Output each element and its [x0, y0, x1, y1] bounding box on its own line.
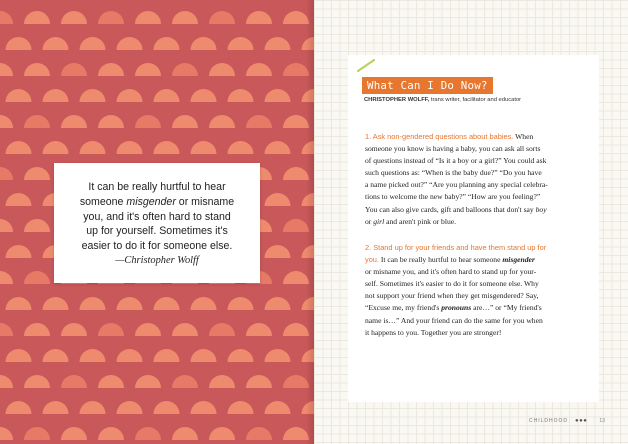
quote-line-4: up for yourself. Sometimes it's: [86, 225, 228, 238]
semicircle-shape: [43, 401, 69, 414]
semicircle-shape: [246, 323, 272, 336]
quote-line-5: easier to do it for someone else.: [81, 240, 233, 253]
semicircle-shape: [6, 349, 32, 362]
semicircle-shape: [191, 141, 217, 154]
semicircle-shape: [43, 141, 69, 154]
semicircle-shape: [209, 323, 235, 336]
semicircle-shape: [43, 349, 69, 362]
semicircle-shape: [154, 37, 180, 50]
semicircle-shape: [172, 323, 198, 336]
semicircle-shape: [24, 167, 50, 180]
quote-text: [80, 180, 234, 254]
semicircle-shape: [246, 375, 272, 388]
semicircle-shape: [61, 375, 87, 388]
tip-line: such questions as: “When is the baby due?” “Do you have: [365, 168, 542, 178]
semicircle-shape: [6, 245, 32, 258]
semicircle-shape: [0, 271, 13, 284]
semicircle-shape: [6, 141, 32, 154]
semicircle-shape: [80, 297, 106, 310]
semicircle-shape: [61, 427, 87, 440]
semicircle-shape: [191, 297, 217, 310]
semicircle-shape: [117, 89, 143, 102]
semicircle-shape: [302, 141, 315, 154]
semicircle-shape: [0, 375, 13, 388]
footer-section-label: CHILDHOOD: [529, 418, 569, 424]
semicircle-shape: [24, 271, 50, 284]
semicircle-shape: [154, 401, 180, 414]
semicircle-shape: [209, 63, 235, 76]
semicircle-shape: [0, 11, 13, 24]
byline-role: trans writer, facilitator and educator: [429, 97, 522, 103]
semicircle-shape: [80, 37, 106, 50]
semicircle-shape: [0, 219, 13, 232]
quote-line-3: you, and it's often hard to stand: [83, 210, 231, 223]
semicircle-shape: [80, 141, 106, 154]
quote-line-2: someone misgender or misname: [79, 195, 235, 208]
page-footer: [529, 418, 605, 424]
semicircle-shape: [283, 271, 309, 284]
semicircle-shape: [228, 37, 254, 50]
semicircle-shape: [228, 401, 254, 414]
semicircle-shape: [135, 427, 161, 440]
semicircle-shape: [117, 401, 143, 414]
semicircle-shape: [61, 11, 87, 24]
semicircle-shape: [117, 37, 143, 50]
semicircle-shape: [265, 349, 291, 362]
semicircle-shape: [191, 89, 217, 102]
semicircle-shape: [117, 141, 143, 154]
semicircle-shape: [172, 11, 198, 24]
semicircle-shape: [80, 89, 106, 102]
tip-line: You can also give cards, gift and balloons that don't say boy: [365, 204, 547, 214]
page-number: 13: [599, 418, 605, 424]
semicircle-shape: [283, 323, 309, 336]
semicircle-shape: [265, 89, 291, 102]
semicircle-shape: [135, 323, 161, 336]
semicircle-shape: [117, 349, 143, 362]
tip-line: 1. Ask non-gendered questions about babies. When: [365, 132, 534, 141]
semicircle-shape: [172, 63, 198, 76]
semicircle-shape: [283, 375, 309, 388]
semicircle-shape: [302, 245, 315, 258]
semicircle-shape: [172, 375, 198, 388]
footer-dots: ●●●: [575, 418, 588, 424]
semicircle-shape: [265, 37, 291, 50]
semicircle-shape: [209, 11, 235, 24]
semicircle-shape: [0, 63, 13, 76]
semicircle-shape: [154, 89, 180, 102]
semicircle-shape: [228, 349, 254, 362]
semicircle-shape: [24, 375, 50, 388]
semicircle-shape: [6, 37, 32, 50]
semicircle-shape: [80, 349, 106, 362]
semicircle-shape: [98, 63, 124, 76]
tip-line: tions to welcome the new baby?” “How are you feeling?”: [365, 192, 541, 202]
semicircle-shape: [265, 141, 291, 154]
semicircle-shape: [191, 349, 217, 362]
semicircle-shape: [283, 167, 309, 180]
highlighter-stroke-icon: [356, 57, 378, 73]
tip-line: name is…” And your friend can do the same for you when: [365, 315, 543, 325]
semicircle-shape: [24, 11, 50, 24]
semicircle-shape: [228, 141, 254, 154]
semicircle-shape: [98, 11, 124, 24]
byline-name: CHRISTOPHER WOLFF,: [364, 97, 430, 103]
semicircle-shape: [283, 11, 309, 24]
semicircle-shape: [6, 401, 32, 414]
semicircle-shape: [43, 89, 69, 102]
semicircle-shape: [246, 427, 272, 440]
tip-line: not support your friend when they get misgendered? Say,: [365, 291, 539, 301]
semicircle-shape: [135, 11, 161, 24]
tip-line: “Excuse me, my friend's pronouns are…” or “My friend's: [365, 303, 542, 313]
quote-card: [54, 163, 260, 283]
semicircle-shape: [265, 245, 291, 258]
semicircle-shape: [154, 297, 180, 310]
semicircle-shape: [6, 193, 32, 206]
semicircle-shape: [302, 89, 315, 102]
semicircle-shape: [24, 427, 50, 440]
semicircle-shape: [209, 115, 235, 128]
semicircle-shape: [265, 193, 291, 206]
semicircle-shape: [191, 401, 217, 414]
semicircle-shape: [61, 63, 87, 76]
semicircle-shape: [0, 323, 13, 336]
semicircle-shape: [0, 427, 13, 440]
tip-heading: 1. Ask non-gendered questions about babies.: [365, 132, 514, 141]
semicircle-shape: [246, 63, 272, 76]
semicircle-shape: [283, 115, 309, 128]
semicircle-shape: [209, 375, 235, 388]
semicircle-shape: [302, 37, 315, 50]
section-title: What Can I Do Now?: [362, 77, 493, 94]
byline: [364, 97, 521, 103]
semicircle-shape: [24, 63, 50, 76]
semicircle-shape: [98, 375, 124, 388]
semicircle-shape: [172, 427, 198, 440]
tip-line: of questions instead of “Is it a boy or a girl?” You could ask: [365, 156, 547, 166]
semicircle-shape: [265, 297, 291, 310]
semicircle-shape: [0, 167, 13, 180]
semicircle-shape: [172, 115, 198, 128]
semicircle-shape: [98, 427, 124, 440]
tip-heading: 2. Stand up for your friends and have them stand up for: [365, 243, 547, 252]
tip-item-1: [365, 131, 589, 228]
semicircle-shape: [61, 323, 87, 336]
semicircle-shape: [61, 115, 87, 128]
semicircle-shape: [24, 115, 50, 128]
quote-emphasis: misgender: [126, 195, 176, 208]
semicircle-shape: [0, 115, 13, 128]
semicircle-shape: [6, 297, 32, 310]
semicircle-shape: [302, 297, 315, 310]
semicircle-shape: [135, 375, 161, 388]
semicircle-shape: [6, 89, 32, 102]
semicircle-shape: [43, 297, 69, 310]
tip-item-2: [365, 242, 589, 339]
semicircle-shape: [209, 427, 235, 440]
semicircle-shape: [302, 401, 315, 414]
tip-line: a name picked out?” “Are you planning any special celebra-: [365, 180, 548, 190]
tip-line: or girl and aren't pink or blue.: [365, 216, 457, 226]
semicircle-shape: [302, 193, 315, 206]
quote-line-1: It can be really hurtful to hear: [88, 181, 226, 193]
quote-author: —Christopher Wolff: [115, 254, 199, 266]
semicircle-shape: [302, 349, 315, 362]
semicircle-shape: [191, 37, 217, 50]
tip-line: you. It can be really hurtful to hear someone misgender: [365, 255, 535, 265]
semicircle-shape: [98, 323, 124, 336]
semicircle-shape: [135, 115, 161, 128]
semicircle-shape: [228, 89, 254, 102]
semicircle-shape: [98, 115, 124, 128]
semicircle-shape: [283, 427, 309, 440]
semicircle-shape: [43, 37, 69, 50]
content-panel: [348, 55, 599, 402]
semicircle-shape: [135, 63, 161, 76]
tip-line: or misname you, and it's often hard to stand up for your-: [365, 267, 537, 277]
tip-line: self. Sometimes it's easier to do it for someone else. Why: [365, 279, 539, 289]
semicircle-shape: [246, 11, 272, 24]
semicircle-shape: [154, 141, 180, 154]
semicircle-shape: [24, 219, 50, 232]
semicircle-shape: [283, 63, 309, 76]
semicircle-shape: [246, 115, 272, 128]
semicircle-shape: [24, 323, 50, 336]
semicircle-shape: [283, 219, 309, 232]
semicircle-shape: [228, 297, 254, 310]
tip-line: someone you know is having a baby, you can ask all sorts: [365, 144, 541, 154]
semicircle-shape: [80, 401, 106, 414]
semicircle-shape: [265, 401, 291, 414]
tip-line: it happens to you. Together you are stronger!: [365, 327, 502, 337]
semicircle-shape: [154, 349, 180, 362]
semicircle-shape: [117, 297, 143, 310]
